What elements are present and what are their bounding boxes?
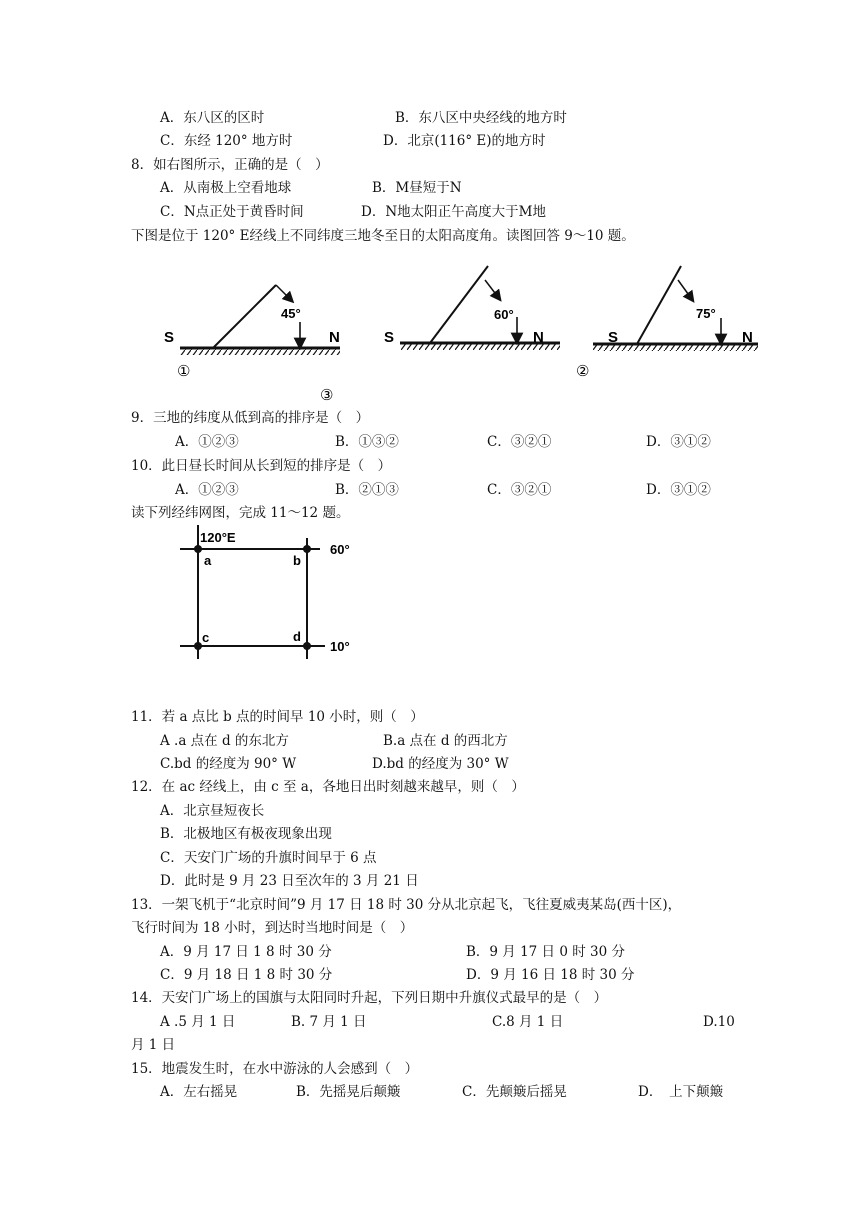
text-line-q13-b: B．9 月 17 日 0 时 30 分 <box>466 944 625 960</box>
text-line-q7-d: D．北京(116° E)的地方时 <box>383 133 546 149</box>
text-line-q9: 9．三地的纬度从低到高的排序是（ ） <box>131 410 370 426</box>
text-line-q10: 10．此日昼长时间从长到短的排序是（ ） <box>131 458 392 474</box>
sun-panel-1 <box>164 285 340 380</box>
text-line-q11: 11．若 a 点比 b 点的时间早 10 小时，则（ ） <box>131 709 424 725</box>
text-line-q13-c: C．9 月 18 日 1 8 时 30 分 <box>160 967 333 983</box>
text-line-q9-c: C．③②① <box>487 434 552 450</box>
text-line-q12-b: B．北极地区有极夜现象出现 <box>160 826 332 842</box>
south-label: S <box>608 329 619 346</box>
text-line-q10-b: B．②①③ <box>335 482 399 498</box>
north-label: N <box>533 329 544 346</box>
point-a-dot <box>194 545 202 553</box>
angle-label: 45° <box>281 306 301 321</box>
graticule-figure <box>180 525 370 665</box>
text-line-q11-a: A .a 点在 d 的东北方 <box>160 733 289 749</box>
text-line-q15: 15．地震发生时，在水中游泳的人会感到（ ） <box>131 1061 419 1077</box>
text-line-q10-a: A．①②③ <box>175 482 239 498</box>
text-line-q11-b: B.a 点在 d 的西北方 <box>383 733 508 749</box>
text-line-q10-d: D．③①② <box>646 482 711 498</box>
text-line-q12-d: D．此时是 9 月 23 日至次年的 3 月 21 日 <box>160 873 419 889</box>
text-line-q8-c: C．N点正处于黄昏时间 <box>160 204 304 220</box>
south-label: S <box>384 329 395 346</box>
longitude-label: 120°E <box>200 530 236 545</box>
text-line-q14-d-cont: 月 1 日 <box>131 1037 176 1053</box>
latitude-60-label: 60° <box>330 542 350 557</box>
north-label: N <box>329 329 340 346</box>
text-line-q7-c: C．东经 120° 地方时 <box>160 133 293 149</box>
text-line-q14-a: A .5 月 1 日 <box>160 1014 236 1030</box>
text-line-q8-b: B．M昼短于N <box>372 180 462 196</box>
latitude-10-label: 10° <box>330 639 350 654</box>
text-line-q14-b: B. 7 月 1 日 <box>291 1014 367 1030</box>
sun-panel-3 <box>576 266 758 380</box>
panel-number: ① <box>177 362 191 380</box>
text-line-q15-a: A．左右摇晃 <box>160 1084 238 1100</box>
point-d-dot <box>303 642 311 650</box>
text-line-q8-d: D．N地太阳正午高度大于M地 <box>361 204 546 220</box>
point-a-label: a <box>204 553 212 568</box>
point-c-label: c <box>202 630 210 645</box>
text-line-q9-a: A．①②③ <box>175 434 239 450</box>
point-c-dot <box>194 642 202 650</box>
text-line-q11-c: C.bd 的经度为 90° W <box>160 756 297 772</box>
text-line-intro-9-10: 下图是位于 120° E经线上不同纬度三地冬至日的太阳高度角。读图回答 9～10 题。 <box>131 228 635 244</box>
north-label: N <box>742 329 753 346</box>
south-label: S <box>164 329 175 346</box>
point-d-label: d <box>293 629 301 644</box>
text-line-q14: 14．天安门广场上的国旗与太阳同时升起，下列日期中升旗仪式最早的是（ ） <box>131 990 608 1006</box>
text-line-q14-c: C.8 月 1 日 <box>492 1014 564 1030</box>
text-line-q13-cont: 飞行时间为 18 小时，到达时当地时间是（ ） <box>131 920 414 936</box>
angle-label: 60° <box>494 307 514 322</box>
panel-number: ② <box>576 362 590 380</box>
text-line-q8-a: A．从南极上空看地球 <box>160 180 292 196</box>
text-line-q15-d: D． 上下颠簸 <box>638 1084 724 1100</box>
text-line-q10-c: C．③②① <box>487 482 552 498</box>
text-line-q11-d: D.bd 的经度为 30° W <box>372 756 509 772</box>
text-line-q15-b: B．先摇晃后颠簸 <box>296 1084 401 1100</box>
text-line-q9-d: D．③①② <box>646 434 711 450</box>
text-line-q14-d: D.10 <box>703 1014 735 1030</box>
sun-panel-2 <box>320 266 560 402</box>
text-line-q12-a: A．北京昼短夜长 <box>160 803 265 819</box>
text-line-q9-b: B．①③② <box>335 434 399 450</box>
sun-ray <box>637 266 681 344</box>
text-line-q13-a: A．9 月 17 日 1 8 时 30 分 <box>160 944 332 960</box>
text-line-q12-c: C．天安门广场的升旗时间早于 6 点 <box>160 850 377 866</box>
text-line-q8: 8．如右图所示，正确的是（ ） <box>131 157 329 173</box>
text-line-q13-d: D．9 月 16 日 18 时 30 分 <box>466 967 635 983</box>
sun-ray <box>430 266 488 343</box>
text-line-q13: 13．一架飞机于“北京时间”9 月 17 日 18 时 30 分从北京起飞，飞往夏威夷某岛(西十区)， <box>131 897 682 913</box>
panel-number: ③ <box>320 386 334 402</box>
graticule-svg <box>180 525 370 665</box>
sun-ray <box>213 285 276 348</box>
sun-altitude-svg <box>155 262 775 402</box>
angle-label: 75° <box>696 306 716 321</box>
text-line-q7-b: B．东八区中央经线的地方时 <box>395 110 567 126</box>
text-line-q7-a: A．东八区的区时 <box>160 110 265 126</box>
point-b-dot <box>303 545 311 553</box>
text-line-q15-c: C．先颠簸后摇晃 <box>462 1084 567 1100</box>
point-b-label: b <box>293 553 301 568</box>
sun-altitude-figure <box>155 262 775 402</box>
text-line-q12: 12．在 ac 经线上，由 c 至 a，各地日出时刻越来越早，则（ ） <box>131 779 525 795</box>
text-line-intro-11-12: 读下列经纬网图，完成 11～12 题。 <box>131 505 350 521</box>
